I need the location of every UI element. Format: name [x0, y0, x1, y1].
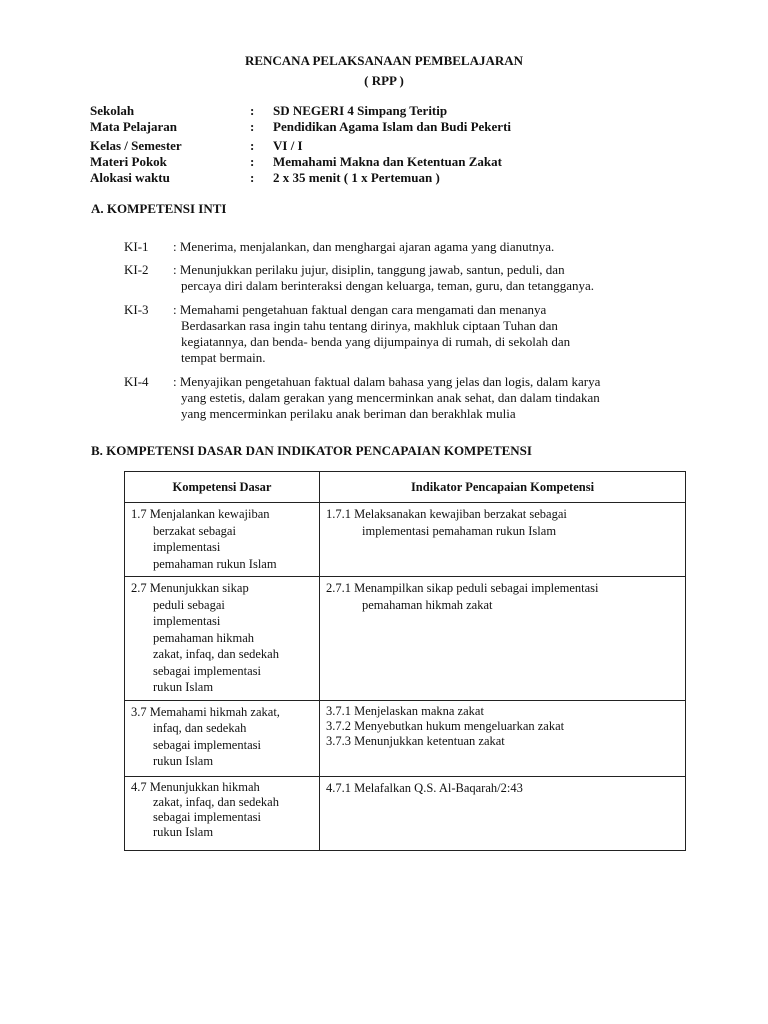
ipk-cell [320, 776, 686, 850]
kd-line: peduli sebagai [153, 597, 225, 612]
ki-line: : Memahami pengetahuan faktual dengan cara mengamati dan menanya [173, 302, 547, 317]
ipk-cell [320, 503, 686, 577]
kd-line: zakat, infaq, dan sedekah [153, 647, 279, 661]
ki-label: KI-3 [124, 302, 149, 317]
ipk-line: 3.7.3 Menunjukkan ketentuan zakat [326, 733, 505, 748]
ipk-cell [320, 577, 686, 701]
ipk-line: 4.7.1 Melafalkan Q.S. Al-Baqarah/2:43 [326, 780, 523, 795]
identity-value: 2 x 35 menit ( 1 x Pertemuan ) [273, 170, 440, 185]
table-row [125, 700, 686, 776]
ki-line: percaya diri dalam berinteraksi dengan keluarga, teman, guru, dan tetangganya. [181, 278, 595, 293]
ki-label: KI-1 [124, 239, 149, 254]
document-title: RENCANA PELAKSANAAN PEMBELAJARAN [244, 53, 524, 68]
ki-text [173, 302, 570, 366]
ki-label: KI-4 [124, 374, 149, 389]
kd-line: rukun Islam [153, 754, 214, 768]
identity-label: Mata Pelajaran [90, 119, 178, 134]
kd-line: rukun Islam [153, 680, 214, 694]
kd-line: 4.7 Menunjukkan hikmah [131, 779, 260, 794]
section-a-heading: A. KOMPETENSI INTI [91, 201, 227, 216]
identity-value: Pendidikan Agama Islam dan Budi Pekerti [273, 119, 512, 134]
ipk-line: 3.7.1 Menjelaskan makna zakat [326, 703, 484, 718]
ki-text [173, 262, 594, 294]
table-header-row [125, 472, 686, 503]
identity-value: VI / I [273, 138, 303, 153]
ki-line: : Menerima, menjalankan, dan menghargai ajaran agama yang dianutnya. [173, 239, 555, 254]
kd-line: pemahaman rukun Islam [153, 556, 277, 571]
ki-label: KI-2 [124, 262, 149, 277]
kd-line: 1.7 Menjalankan kewajiban [131, 507, 270, 521]
identity-label: Sekolah [90, 103, 135, 118]
ki-text [173, 374, 600, 422]
table-row [125, 776, 686, 850]
kd-line: implementasi [153, 540, 221, 554]
ipk-cell [320, 700, 686, 776]
kd-line: sebagai implementasi [153, 663, 261, 678]
ki-line: : Menunjukkan perilaku jujur, disiplin, tanggung jawab, santun, peduli, dan [173, 262, 565, 277]
competency-table [124, 471, 686, 851]
ki-text [173, 239, 554, 255]
kd-cell [125, 700, 320, 776]
table-row [125, 503, 686, 577]
section-b-heading: B. KOMPETENSI DASAR DAN INDIKATOR PENCAPAIAN KOMPETENSI [91, 443, 532, 458]
kd-line: sebagai implementasi [153, 737, 261, 752]
document-subtitle: ( RPP ) [364, 73, 404, 88]
kd-line: 3.7 Memahami hikmah zakat, [131, 704, 280, 719]
kd-line: pemahaman hikmah [153, 630, 255, 645]
column-header-indikator: Indikator Pencapaian Kompetensi [320, 472, 686, 503]
kd-line: zakat, infaq, dan sedekah [153, 794, 279, 809]
identity-colon: : [250, 119, 255, 134]
ki-line: : Menyajikan pengetahuan faktual dalam bahasa yang jelas dan logis, dalam karya [173, 374, 601, 389]
ki-line: yang estetis, dalam gerakan yang mencerminkan anak sehat, dan dalam tindakan [181, 390, 600, 405]
ki-line: yang mencerminkan perilaku anak beriman dan berakhlak mulia [181, 406, 516, 421]
kd-line: sebagai implementasi [153, 809, 261, 824]
identity-label: Materi Pokok [90, 154, 167, 169]
kd-line: rukun Islam [153, 824, 214, 839]
identity-value: Memahami Makna dan Ketentuan Zakat [273, 154, 502, 169]
kd-line: 2.7 Menunjukkan sikap [131, 581, 249, 595]
kd-cell [125, 776, 320, 850]
ki-line: kegiatannya, dan benda- benda yang dijumpainya di rumah, di sekolah dan [181, 334, 571, 349]
identity-colon: : [250, 154, 255, 169]
column-header-kompetensi-dasar: Kompetensi Dasar [125, 472, 320, 503]
ipk-line: 1.7.1 Melaksanakan kewajiban berzakat sebagai [326, 507, 567, 521]
table-row [125, 577, 686, 701]
identity-value: SD NEGERI 4 Simpang Teritip [273, 103, 448, 118]
kd-line: infaq, dan sedekah [153, 721, 247, 735]
ipk-line: implementasi pemahaman rukun Islam [362, 523, 557, 538]
kd-line: berzakat sebagai [153, 523, 236, 538]
ipk-line: 2.7.1 Menampilkan sikap peduli sebagai implementasi [326, 581, 599, 595]
ki-line: tempat bermain. [181, 350, 266, 365]
identity-colon: : [250, 138, 255, 153]
identity-label: Alokasi waktu [90, 170, 170, 185]
ki-line: Berdasarkan rasa ingin tahu tentang dirinya, makhluk ciptaan Tuhan dan [181, 318, 558, 333]
identity-label: Kelas / Semester [90, 138, 182, 153]
identity-colon: : [250, 103, 255, 118]
kd-line: implementasi [153, 614, 221, 628]
kd-cell [125, 503, 320, 577]
ipk-line: 3.7.2 Menyebutkan hukum mengeluarkan zakat [326, 718, 565, 733]
identity-colon: : [250, 170, 255, 185]
ipk-line: pemahaman hikmah zakat [362, 597, 493, 612]
kd-cell [125, 577, 320, 701]
